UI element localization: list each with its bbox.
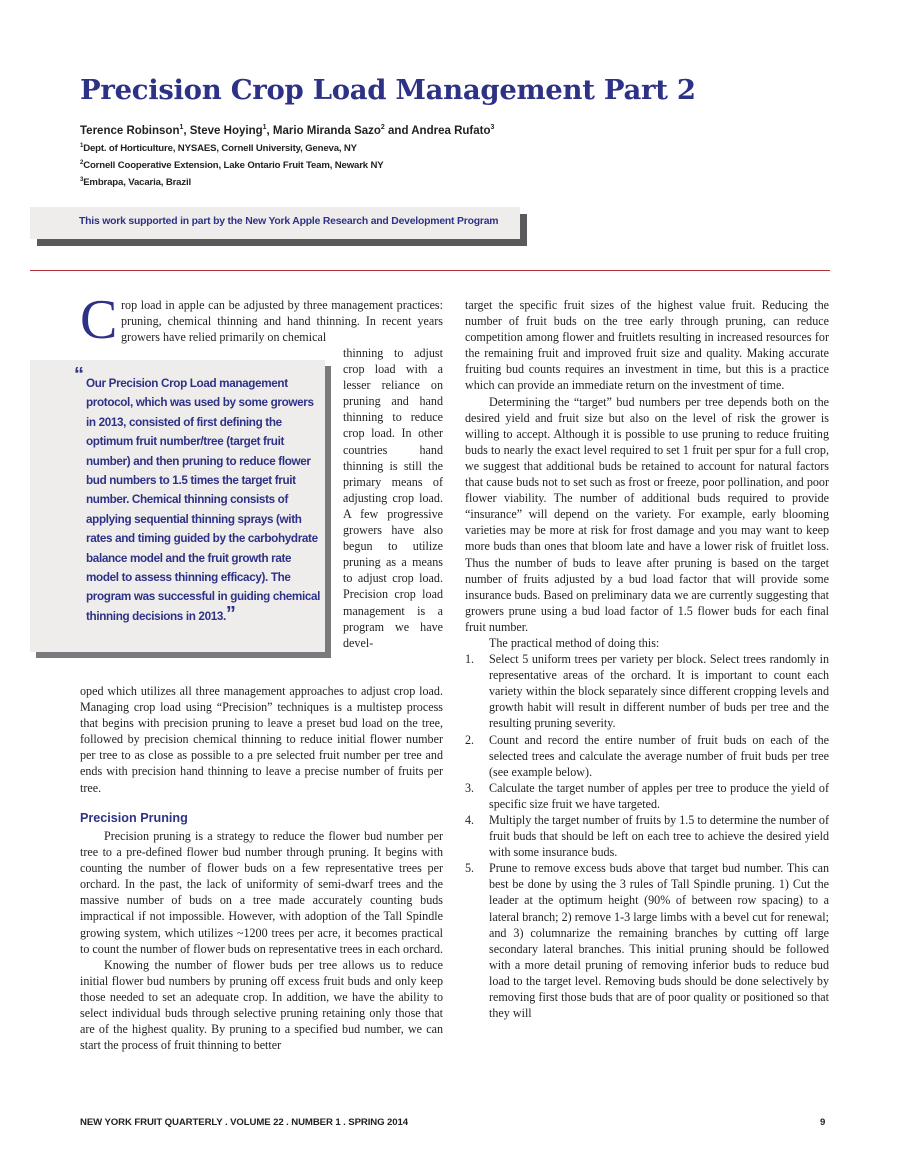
paragraph: Precision pruning is a strategy to reduce the flower bud number per tree to a pre-defined flower bud number through pruning. It begins with counting the number of flower buds on a few representative trees per orchard. In the past, the lack of uniformity of semi-dwarf trees and the massive number of buds on a tree made accurately counting buds impractical if not impossible. However, with adoption of the Tall Spindle growing system, which utilizes ~1200 trees per acre, it becomes practical to count the number of flower buds on representative trees in each orchard. (80, 829, 444, 956)
affiliation-1 (80, 143, 357, 154)
pull-quote-text (86, 374, 321, 626)
author-separator: , (183, 124, 190, 137)
pull-quote-body: Our Precision Crop Load management protocol, which was used by some growers in 2013, consisted of first defining the optimum fruit number/tree (target fruit number) and then pruning to reduce flower bud numbers to 1.5 times the target fruit number. Chemical thinning consists of applying sequential thinning sprays (with rates and timing guided by the carbohydrate balance model and the fruit growth rate model to assess thinning efficacy). The program was successful in guiding chemical thinning decisions in 2013. (86, 377, 321, 623)
drop-cap: C (80, 289, 118, 351)
paragraph: The practical method of doing this: (489, 635, 660, 650)
paragraph: target the specific fruit sizes of the highest value fruit. Reducing the number of fruit buds on the tree early through pruning, can reduce competition among flower and fruitlets resulting in increased resources for the remaining fruit and improved fruit size and quality. Making accurate fruiting bud counts requires an investment in time, but this is a practice which can provide an immediate return on the investment of time. (465, 298, 829, 393)
section-heading-precision-pruning: Precision Pruning (80, 811, 188, 825)
affiliation-mark: 2 (80, 160, 84, 166)
pull-quote-box (30, 360, 325, 652)
list-item (465, 780, 829, 812)
author-separator: and (384, 124, 412, 137)
author-name: Andrea Rufato (411, 124, 491, 137)
open-quote-mark: “ (74, 364, 84, 386)
affiliation-mark: 1 (80, 143, 84, 149)
step-number: 2. (465, 732, 475, 747)
header-divider (30, 270, 830, 271)
paragraph: Knowing the number of flower buds per tree allows us to reduce initial flower bud numbers by pruning off excess fruit buds and only keep those needed to set an adequate crop. In addition, we have the ability to select individual buds through selective pruning retaining only those that are of the highest quality. By pruning to a specified bud number, we can start the process of fruit thinning to better (80, 957, 443, 1053)
author-separator: , (266, 124, 273, 137)
method-steps-list (465, 651, 829, 1021)
precision-pruning-section (80, 828, 443, 1053)
author-affiliation-mark: 2 (380, 124, 385, 131)
support-text: This work supported in part by the New York Apple Research and Development Program (79, 216, 499, 227)
author-name: Steve Hoying (189, 124, 263, 137)
step-text: Select 5 uniform trees per variety per block. Select trees randomly in representative areas of the orchard. It is important to count each variety within the block separately since different cropping levels and growth habit will result in different number of buds per tree and the resulting pruning severity. (489, 652, 829, 731)
list-item (465, 651, 829, 731)
step-text: Prune to remove excess buds above that target bud number. This can best be done by using the 3 rules of Tall Spindle pruning. 1) Cut the leader at the optimum height (90% of between row spacing) to a lateral branch; 2) remove 1-3 large limbs with a bevel cut for renewal; and 3) columnarize the remaining branches by cutting off large secondary lateral branches. This initial pruning should be followed with a more detail pruning of removing inferior buds to reduce bud load to the target level. Removing buds should be done selectively by removing first those buds that are of poor quality or positioned so that they will (489, 861, 829, 1021)
list-item (465, 860, 829, 1021)
step-text: Count and record the entire number of fruit buds on each of the selected trees and calculate the average number of fruit buds per tree (see example below). (489, 732, 829, 779)
author-name: Mario Miranda Sazo (272, 124, 381, 137)
support-banner (30, 207, 520, 239)
list-item (465, 732, 829, 780)
intro-paragraph-wrap: thinning to adjust crop load with a lesser reliance on pruning and hand thinning to reduce crop load. In other countries hand thinning is still the primary means of adjusting crop load. A few progressive growers have also begun to utilize pruning as a means to adjust crop load. Precision crop load management is a program we have devel- (343, 346, 443, 650)
list-item (465, 812, 829, 860)
affiliation-text: Dept. of Horticulture, NYSAES, Cornell University, Geneva, NY (83, 143, 357, 155)
author-affiliation-mark: 3 (490, 124, 495, 131)
affiliation-text: Cornell Cooperative Extension, Lake Ontario Fruit Team, Newark NY (83, 160, 384, 172)
page-number: 9 (820, 1117, 826, 1128)
intro-paragraph-bottom: oped which utilizes all three management approaches to adjust crop load. Managing crop load using “Precision” techniques is a multistep process that begins with precision pruning to leave a preset bud load on the tree, followed by precision chemical thinning to reduce initial flower number per tree to as close as possible to a pre selected fruit number per tree and ends with precision hand thinning to leave a precise number of fruits per tree. (80, 684, 443, 795)
paragraph: Determining the “target” bud numbers per tree depends both on the desired yield and fruit size but also on the level of risk the grower is willing to accept. Although it is possible to use pruning to reduce fruiting buds to nearly the exact level required to set 1 fruit per spur for a full crop, we suggest that additional buds be retained to account for natural factors that cause buds not to set such as frost or freeze, poor pollination, and poor flower viability. The number of additional buds required to provide “insurance” will depend on the variety. For example, early blooming varieties may be more at risk for frost damage and you may want to keep more buds than ones that bloom late and have a lower risk of fruitlet loss. Thus the number of buds to leave after pruning is based on the target number of fruits adjusted by a bud load factor that will provide some insurance buds. Based on preliminary data we are currently suggesting that growers prune using a bud load factor of 1.5 flower buds for each final fruit number. (465, 394, 829, 634)
right-column (465, 297, 829, 1021)
step-number: 3. (465, 780, 475, 795)
step-text: Multiply the target number of fruits by 1.5 to determine the number of fruit buds that should be left on each tree to achieve the desired yield with some insurance buds. (489, 813, 830, 860)
author-list (80, 124, 494, 137)
author-name: Terence Robinson (80, 124, 180, 137)
step-number: 4. (465, 813, 475, 827)
affiliation-mark: 3 (80, 177, 84, 183)
step-number: 5. (465, 861, 475, 876)
footer-journal-info: NEW YORK FRUIT QUARTERLY . VOLUME 22 . NUMBER 1 . SPRING 2014 (80, 1117, 408, 1128)
step-text: Calculate the target number of apples per tree to produce the yield of specific size fruit we have targeted. (489, 780, 829, 811)
affiliation-text: Embrapa, Vacaria, Brazil (83, 177, 192, 189)
close-quote-mark: ” (225, 602, 236, 625)
step-number: 1. (465, 652, 475, 667)
affiliation-3 (80, 177, 191, 188)
intro-paragraph-top: rop load in apple can be adjusted by three management practices: pruning, chemical thinning and hand thinning. In recent years growers have relied primarily on chemical (121, 298, 443, 345)
author-affiliation-mark: 1 (179, 124, 184, 131)
affiliation-2 (80, 160, 384, 171)
author-affiliation-mark: 1 (262, 124, 267, 131)
article-title: Precision Crop Load Management Part 2 (80, 74, 696, 106)
